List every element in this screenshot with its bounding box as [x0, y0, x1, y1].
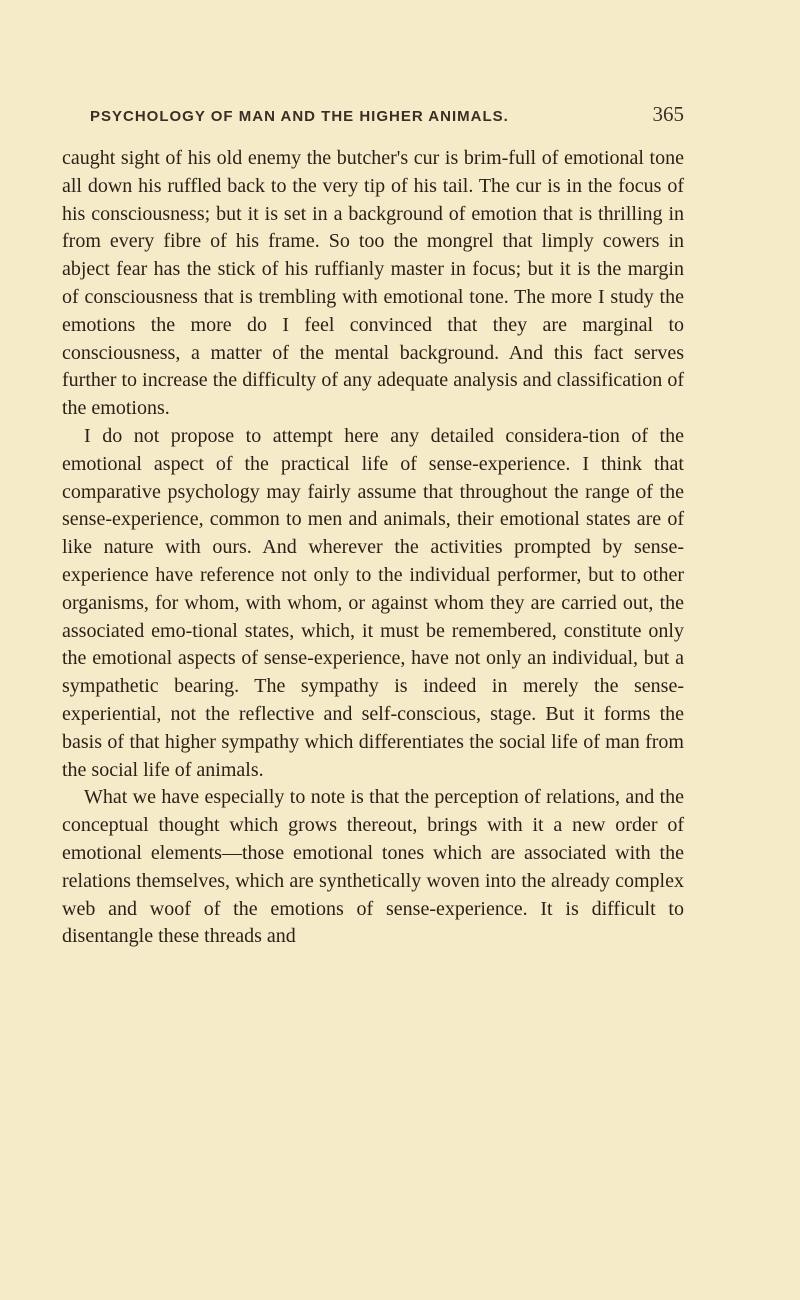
- page-number: 365: [652, 102, 684, 126]
- paragraph: caught sight of his old enemy the butcher's cur is brim-full of emotional tone all down his ruffled back to the very tip of his tail. The cur is in the focus of his consciousness; but it is set in a background of emotion that is thrilling in from every fibre of his frame. So too the mongrel that limply cowers in abject fear has the stick of his ruffianly master in focus; but it is the margin of consciousness that is trembling with emotional tone. The more I study the emotions the more do I feel convinced that they are marginal to consciousness, a matter of the mental background. And this fact serves further to increase the difficulty of any adequate analysis and classification of the emotions.: [62, 147, 684, 420]
- running-head: [90, 102, 684, 127]
- paragraph: I do not propose to attempt here any detailed considera-tion of the emotional aspect of the practical life of sense-experience. I think that comparative psychology may fairly assume that throughout the range of the sense-experience, common to men and animals, their emotional states are of like nature with ours. And wherever the activities prompted by sense-experience have reference not only to the individual performer, but to other organisms, for whom, with whom, or against whom they are carried out, the associated emo-tional states, which, it must be remembered, constitute only the emotional aspects of sense-experience, have not only an individual, but a sympathetic bearing. The sympathy is indeed in merely the sense-experiential, not the reflective and self-conscious, stage. But it forms the basis of that higher sympathy which differentiates the social life of man from the social life of animals.: [62, 424, 684, 781]
- body-text: [62, 145, 684, 951]
- paragraph: What we have especially to note is that the perception of relations, and the conceptual thought which grows thereout, brings with it a new order of emotional elements—those emotional tones which are associated with the relations themselves, which are synthetically woven into the already complex web and woof of the emotions of sense-experience. It is difficult to disentangle these threads and: [62, 786, 684, 948]
- running-title: PSYCHOLOGY OF MAN AND THE HIGHER ANIMALS.: [90, 108, 509, 125]
- book-page: [62, 102, 684, 951]
